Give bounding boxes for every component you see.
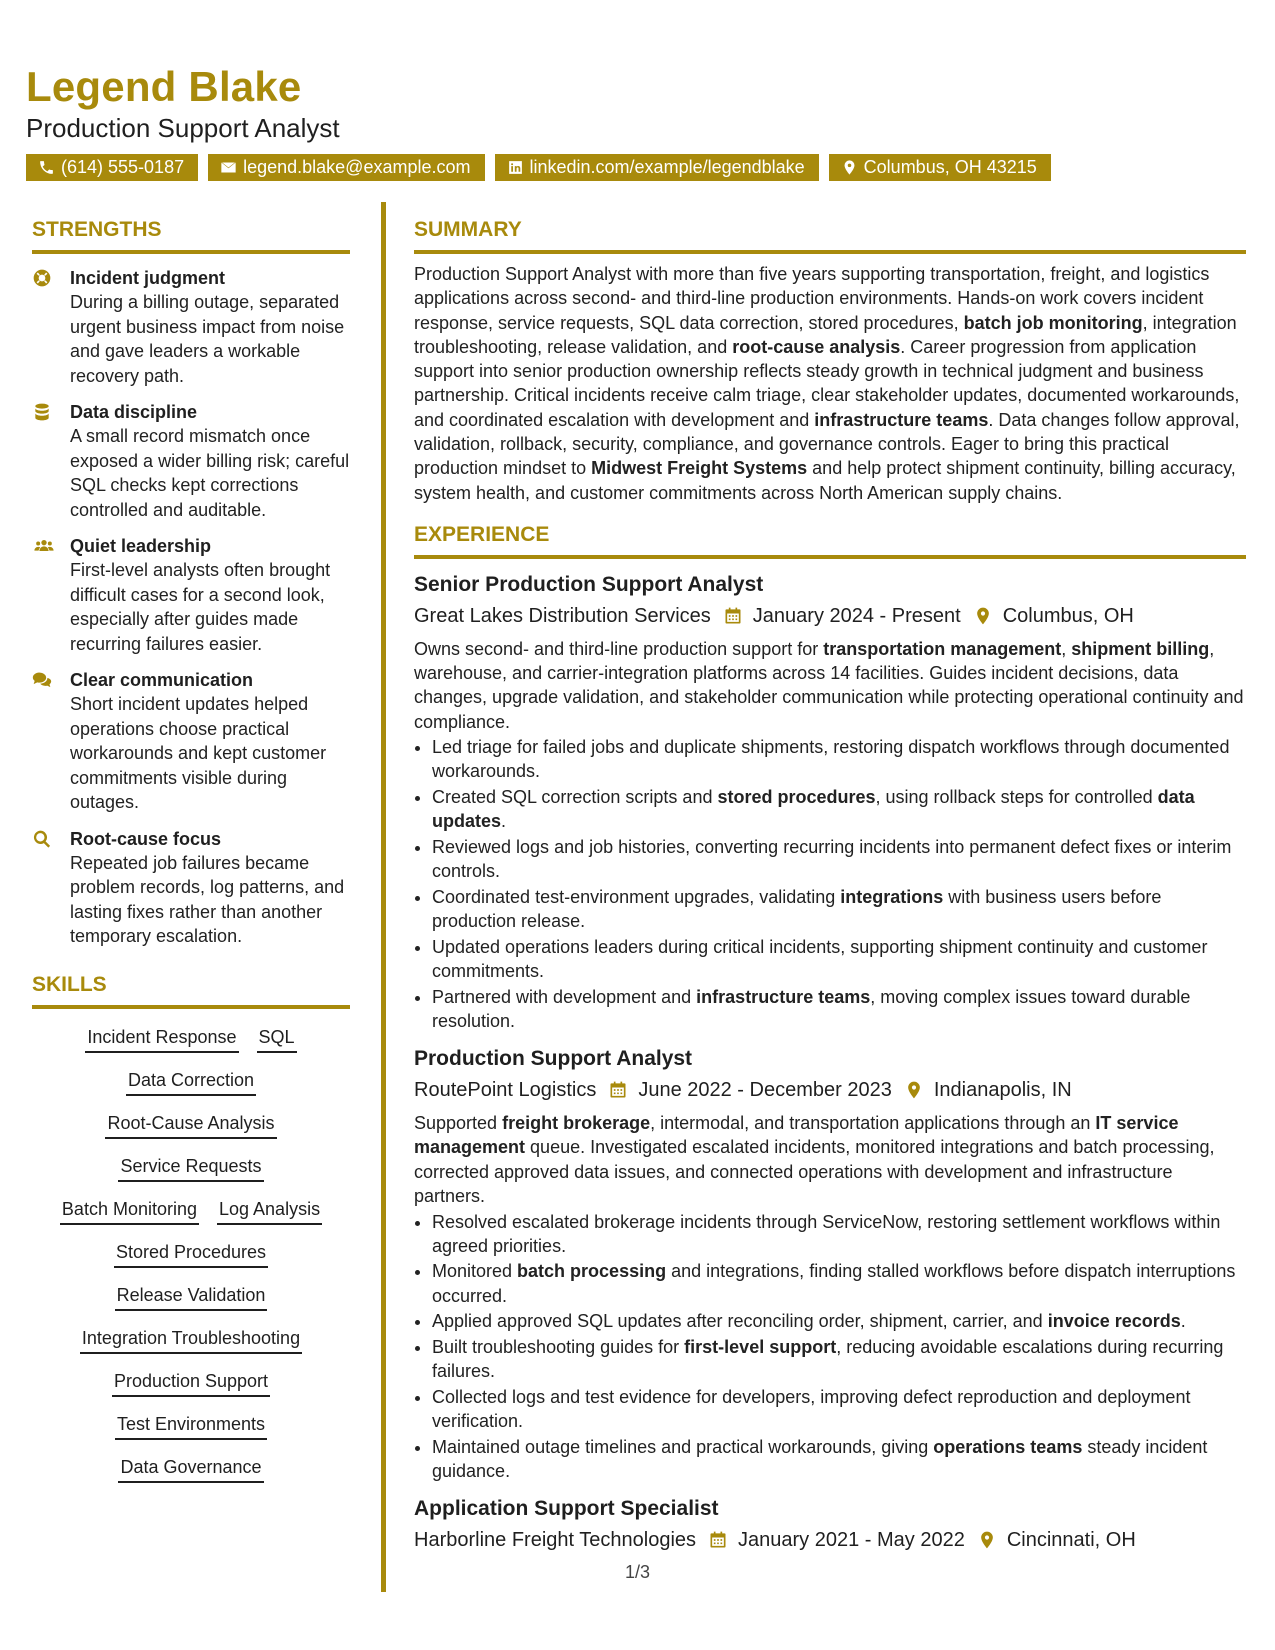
job-bullets (414, 735, 1246, 1033)
skill-tag: Root-Cause Analysis (105, 1111, 276, 1139)
contact-location (829, 154, 1051, 181)
bullet-item: • Maintained outage timelines and practical workarounds, giving operations teams steady incident guidance. (432, 1435, 1246, 1483)
strength-item (32, 266, 350, 388)
contact-bar (26, 154, 1235, 181)
chat-bubbles-icon (32, 670, 52, 690)
bullet-item: • Updated operations leaders during critical incidents, supporting shipment continuity and customer commitments. (432, 935, 1246, 983)
skill-tag: Test Environments (115, 1412, 267, 1440)
job-company: Harborline Freight Technologies (414, 1529, 697, 1552)
job-location: Cincinnati, OH (1006, 1529, 1136, 1552)
users-icon (32, 536, 56, 556)
candidate-title: Production Support Analyst (26, 113, 340, 143)
job-location: Columbus, OH (1002, 604, 1134, 627)
database-icon (32, 402, 52, 422)
skill-tag: Log Analysis (217, 1197, 322, 1225)
calendar-icon (708, 1530, 728, 1550)
job-description: Owns second- and third-line production support for transportation management, shipment billing, warehouse, and carrier-integration platforms across 14 facilities. Guides incident decisions, data changes, upgrade validation, and stakeholder communication while protecting operational continuity and compliance. (414, 638, 1244, 732)
contact-linkedin[interactable] (495, 154, 819, 181)
strength-desc: First-level analysts often brought difficult cases for a second look, especially after guides made recurring failures easier. (70, 560, 331, 654)
location-pin-icon (973, 606, 993, 626)
strength-title: Incident judgment (70, 268, 225, 288)
skill-tag: Production Support (112, 1369, 270, 1397)
job-role: Senior Production Support Analyst (414, 572, 764, 596)
bullet-item: • Reviewed logs and job histories, converting recurring incidents into permanent defect fixes or interim controls. (432, 835, 1246, 883)
strength-desc: Repeated job failures became problem records, log patterns, and lasting fixes rather than another temporary escalation. (70, 852, 345, 946)
location-pin-icon (904, 1080, 924, 1100)
contact-email[interactable] (208, 154, 484, 181)
skill-tag: Batch Monitoring (60, 1197, 199, 1225)
strength-item (32, 400, 350, 522)
bullet-item: • Collected logs and test evidence for developers, improving defect reproduction and deployment verification. (432, 1385, 1246, 1433)
job-dates: January 2021 - May 2022 (738, 1529, 965, 1552)
bullet-item: • Coordinated test-environment upgrades, validating integrations with business users before production release. (432, 885, 1246, 933)
skill-tag: Data Correction (126, 1068, 256, 1096)
strength-desc: A small record mismatch once exposed a wider billing risk; careful SQL checks kept corrections controlled and auditable. (70, 426, 350, 520)
summary-heading: SUMMARY (414, 216, 1246, 254)
job-dates: June 2022 - December 2023 (638, 1079, 892, 1102)
calendar-icon (608, 1080, 628, 1100)
contact-phone-text: (614) 555-0187 (61, 157, 185, 177)
right-column (414, 216, 1246, 1555)
job-location: Indianapolis, IN (933, 1079, 1072, 1102)
skills-list (32, 1025, 350, 1483)
bullet-item: • Created SQL correction scripts and stored procedures, using rollback steps for controlled data updates. (432, 785, 1246, 833)
strength-title: Root-cause focus (70, 828, 222, 849)
left-column (32, 216, 350, 1483)
contact-phone[interactable] (26, 154, 198, 181)
linkedin-icon (507, 159, 524, 176)
job-meta (414, 601, 1246, 631)
contact-email-text: legend.blake@example.com (243, 157, 471, 177)
skills-heading: SKILLS (32, 971, 350, 1009)
strength-item (32, 668, 350, 815)
experience-heading: EXPERIENCE (414, 521, 1246, 559)
job-meta (414, 1525, 1246, 1555)
job-description: Supported freight brokerage, intermodal, and transportation applications through an IT service management queue. Investigated escalated incidents, monitored integrations and batch processing, corrected approved data issues, and connected operations with development and infrastructure partners. (414, 1113, 1215, 1206)
bullet-item: • Applied approved SQL updates after reconciling order, shipment, carrier, and invoice records. (432, 1309, 1246, 1333)
skill-tag: SQL (257, 1025, 297, 1053)
job-entry (414, 1045, 1246, 1483)
skill-tag: Integration Troubleshooting (80, 1326, 302, 1354)
strength-title: Clear communication (70, 670, 254, 690)
skill-tag: Service Requests (118, 1154, 263, 1182)
strength-title: Quiet leadership (70, 536, 212, 556)
skill-tag: Data Governance (118, 1455, 263, 1483)
resume-header (26, 62, 1235, 181)
strength-desc: Short incident updates helped operations choose practical workarounds and kept customer commitments visible during outages. (70, 694, 327, 812)
skill-tag: Incident Response (85, 1025, 238, 1053)
location-pin-icon (841, 159, 858, 176)
job-company: RoutePoint Logistics (414, 1079, 597, 1102)
envelope-icon (220, 159, 237, 176)
job-bullets (414, 1210, 1246, 1484)
strength-item (32, 827, 350, 949)
job-role: Application Support Specialist (414, 1497, 719, 1521)
column-divider (381, 202, 386, 1592)
candidate-name: Legend Blake (26, 63, 302, 110)
calendar-icon (723, 606, 743, 626)
contact-location-text: Columbus, OH 43215 (863, 157, 1037, 177)
job-company: Great Lakes Distribution Services (414, 604, 711, 627)
job-meta (414, 1075, 1246, 1105)
job-role: Production Support Analyst (414, 1047, 693, 1071)
location-pin-icon (977, 1530, 997, 1550)
bullet-item: • Monitored batch processing and integrations, finding stalled workflows before dispatch interruptions occurred. (432, 1259, 1246, 1307)
strengths-heading: STRENGTHS (32, 216, 350, 254)
page-number: 1/3 (624, 1562, 651, 1582)
strength-title: Data discipline (70, 402, 198, 422)
summary-text: Production Support Analyst with more than five years supporting transportation, freight, and logistics applications across second- and third-line production environments. Hands-on work covers incident response, service requests, SQL data correction, stored procedures, batch job monitoring, integration troubleshooting, release validation, and root-cause analysis. Career progression from application support into senior production ownership reflects steady growth in technical judgment and business partnership. Critical incidents receive calm triage, clear stakeholder updates, documented workarounds, and coordinated escalation with development and infrastructure teams. Data changes follow approval, validation, rollback, security, compliance, and governance controls. Eager to bring this practical production mindset to Midwest Freight Systems and help protect shipment continuity, billing accuracy, system health, and customer commitments across North American supply chains. (414, 264, 1240, 503)
phone-icon (38, 159, 55, 176)
bullet-item: • Resolved escalated brokerage incidents through ServiceNow, restoring settlement workflows within agreed priorities. (432, 1210, 1246, 1258)
magnifier-icon (32, 829, 52, 849)
strength-desc: During a billing outage, separated urgent business impact from noise and gave leaders a workable recovery path. (70, 292, 345, 386)
bullet-item: • Partnered with development and infrastructure teams, moving complex issues toward durable resolution. (432, 985, 1246, 1033)
skill-tag: Release Validation (115, 1283, 268, 1311)
job-entry (414, 1495, 1246, 1555)
bullet-item: • Led triage for failed jobs and duplicate shipments, restoring dispatch workflows through documented workarounds. (432, 735, 1246, 783)
lifebuoy-icon (32, 268, 52, 288)
skill-tag: Stored Procedures (114, 1240, 268, 1268)
job-entry (414, 571, 1246, 1033)
strength-item (32, 534, 350, 656)
contact-linkedin-text: linkedin.com/example/legendblake (529, 157, 805, 177)
job-dates: January 2024 - Present (752, 604, 961, 627)
bullet-item: • Built troubleshooting guides for first-level support, reducing avoidable escalations during recurring failures. (432, 1335, 1246, 1383)
